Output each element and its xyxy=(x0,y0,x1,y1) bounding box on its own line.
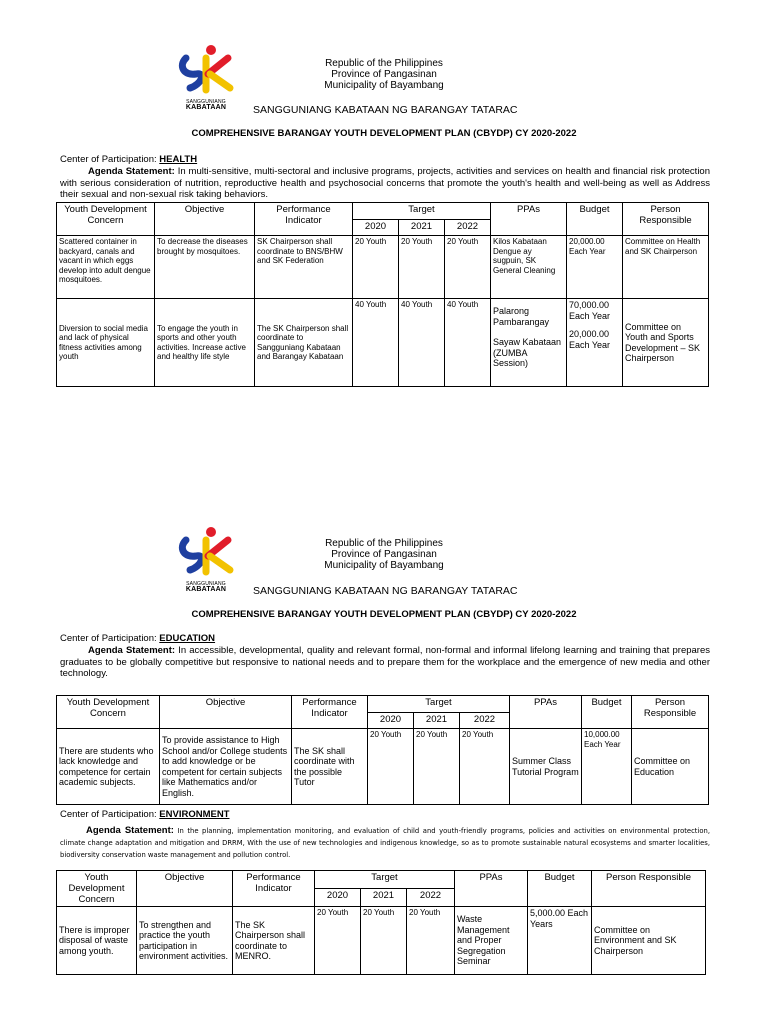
col-year-2020: 2020 xyxy=(368,713,414,729)
col-target: Target xyxy=(353,203,491,220)
republic-line: Republic of the Philippines xyxy=(325,538,443,549)
municipality-line: Municipality of Bayambang xyxy=(324,80,444,91)
cell-objective: To provide assistance to High School and/or College students to add knowledge or be competent for certain subjects like Mathematics and/or English. xyxy=(160,729,292,805)
center-of-participation xyxy=(60,154,197,165)
cell-objective: To strengthen and practice the youth participation in environment activities. xyxy=(137,907,233,975)
cell-2022: 20 Youth xyxy=(407,907,455,975)
cell-budget: 10,000.00 Each Year xyxy=(582,729,632,805)
cell-2022: 20 Youth xyxy=(460,729,510,805)
agenda-statement xyxy=(60,825,710,861)
republic-line: Republic of the Philippines xyxy=(325,58,443,69)
table-row xyxy=(57,907,706,975)
col-year-2022: 2022 xyxy=(445,220,491,236)
ppas-palarong: Palarong Pambarangay xyxy=(493,306,550,327)
col-ppas: PPAs xyxy=(510,696,582,729)
cell-2022: 40 Youth xyxy=(445,299,491,387)
province-line: Province of Pangasinan xyxy=(331,69,437,80)
col-target: Target xyxy=(368,696,510,713)
col-budget: Budget xyxy=(528,871,592,907)
cell-2020: 20 Youth xyxy=(368,729,414,805)
cell-indicator: The SK Chairperson shall coordinate to Sangguniang Kabataan and Barangay Kabataan xyxy=(255,299,353,387)
plan-title: COMPREHENSIVE BARANGAY YOUTH DEVELOPMENT PLAN (CBYDP) CY 2020-2022 xyxy=(191,609,577,620)
col-person: Person Responsible xyxy=(632,696,709,729)
col-indicator: Performance Indicator xyxy=(292,696,368,729)
cell-2021: 20 Youth xyxy=(399,236,445,299)
education-table xyxy=(56,695,709,805)
cop-label: Center of Participation: xyxy=(60,633,160,644)
col-year-2021: 2021 xyxy=(414,713,460,729)
agenda-text-health: In multi-sensitive, multi-sectoral and inclusive programs, projects, activities and services on health and financial risk protection with serious consideration of nutrition, reproductive health and psychosocial concerns that promote the youth's health and well-being as well as Address their sexual and non-sexual risk taking behaviors. xyxy=(60,166,710,200)
logo-caption-2: KABATAAN xyxy=(185,586,227,593)
cop-environment: ENVIRONMENT xyxy=(159,809,230,820)
budget-palarong: 70,000.00 Each Year xyxy=(569,300,611,321)
cell-ppas xyxy=(491,299,567,387)
logo-caption-2: KABATAAN xyxy=(185,104,227,111)
col-indicator: Performance Indicator xyxy=(233,871,315,907)
col-objective: Objective xyxy=(155,203,255,236)
cop-label: Center of Participation: xyxy=(60,809,160,820)
cell-budget: 5,000.00 Each Years xyxy=(528,907,592,975)
cop-education: EDUCATION xyxy=(159,633,216,644)
col-year-2022: 2022 xyxy=(460,713,510,729)
cell-person: Committee on Youth and Sports Development – SK Chairperson xyxy=(623,299,709,387)
cop-health: HEALTH xyxy=(159,154,198,165)
cell-concern: Scattered container in backyard, canals and vacant in which eggs develop into adult dengue mosquitoes. xyxy=(57,236,155,299)
ppas-sayaw: Sayaw Kabataan (ZUMBA Session) xyxy=(493,337,562,368)
government-header xyxy=(284,538,484,571)
col-concern: Youth Development Concern xyxy=(57,203,155,236)
cell-2021: 20 Youth xyxy=(414,729,460,805)
municipality-line: Municipality of Bayambang xyxy=(324,560,444,571)
cell-2020: 20 Youth xyxy=(353,236,399,299)
logo-caption-1: SANGGUNIANG xyxy=(186,99,226,105)
col-person: Person Responsible xyxy=(623,203,709,236)
sk-logo xyxy=(176,44,236,111)
cell-ppas: Summer Class Tutorial Program xyxy=(510,729,582,805)
province-line: Province of Pangasinan xyxy=(331,549,437,560)
agenda-label: Agenda Statement: xyxy=(86,825,174,836)
col-year-2020: 2020 xyxy=(315,889,361,907)
col-indicator: Performance Indicator xyxy=(255,203,353,236)
org-name: SANGGUNIANG KABATAAN NG BARANGAY TATARAC xyxy=(253,585,518,597)
cell-objective: To engage the youth in sports and other youth activities. Increase active and healthy life style xyxy=(155,299,255,387)
agenda-text-environment: In the planning, implementation monitoring, and evaluation of child and youth-friendly programs, policies and activities on environmental protection, climate change adaptation and mitigation and DRRM, With the use of new technologies and indigenous knowledge, so as to promote sustainable natural ecosystems and smarter localities, biodiversity conservation waste management and pollution control. xyxy=(60,827,710,859)
environment-table xyxy=(56,870,706,975)
cell-person: Committee on Health and SK Chairperson xyxy=(623,236,709,299)
budget-sayaw: 20,000.00 Each Year xyxy=(569,329,611,350)
cell-concern: There are students who lack knowledge and competence for certain academic subjects. xyxy=(57,729,160,805)
col-budget: Budget xyxy=(567,203,623,236)
health-table xyxy=(56,202,709,387)
government-header xyxy=(284,58,484,91)
cell-indicator: The SK Chairperson shall coordinate to MENRO. xyxy=(233,907,315,975)
col-year-2022: 2022 xyxy=(407,889,455,907)
cell-indicator: SK Chairperson shall coordinate to BNS/BHW and SK Federation xyxy=(255,236,353,299)
cell-2020: 20 Youth xyxy=(315,907,361,975)
table-row xyxy=(57,299,709,387)
cell-objective: To decrease the diseases brought by mosquitoes. xyxy=(155,236,255,299)
cop-label: Center of Participation: xyxy=(60,154,160,165)
logo-caption-1: SANGGUNIANG xyxy=(186,581,226,587)
col-ppas: PPAs xyxy=(455,871,528,907)
col-year-2020: 2020 xyxy=(353,220,399,236)
agenda-label: Agenda Statement: xyxy=(88,166,175,177)
cell-concern: Diversion to social media and lack of physical fitness activities among youth xyxy=(57,299,155,387)
center-of-participation xyxy=(60,633,215,644)
cell-2021: 40 Youth xyxy=(399,299,445,387)
agenda-label: Agenda Statement: xyxy=(88,645,176,656)
agenda-statement xyxy=(60,166,710,201)
col-ppas: PPAs xyxy=(491,203,567,236)
cell-2020: 40 Youth xyxy=(353,299,399,387)
center-of-participation xyxy=(60,809,229,820)
cell-budget: 20,000.00 Each Year xyxy=(567,236,623,299)
agenda-text-education: In accessible, developmental, quality and relevant formal, non-formal and informal lifelong learning and training that prepares graduates to be globally competitive but responsive to national needs and to prepare them for the workplace and the emergence of new media and other technology. xyxy=(60,645,710,679)
col-year-2021: 2021 xyxy=(399,220,445,236)
col-budget: Budget xyxy=(582,696,632,729)
cell-ppas: Waste Management and Proper Segregation Seminar xyxy=(455,907,528,975)
col-objective: Objective xyxy=(160,696,292,729)
col-objective: Objective xyxy=(137,871,233,907)
cell-budget xyxy=(567,299,623,387)
sk-logo xyxy=(176,526,236,593)
cell-person: Committee on Environment and SK Chairperson xyxy=(592,907,706,975)
org-name: SANGGUNIANG KABATAAN NG BARANGAY TATARAC xyxy=(253,104,518,116)
cell-2021: 20 Youth xyxy=(361,907,407,975)
col-year-2021: 2021 xyxy=(361,889,407,907)
plan-title: COMPREHENSIVE BARANGAY YOUTH DEVELOPMENT PLAN (CBYDP) CY 2020-2022 xyxy=(191,128,577,139)
cell-2022: 20 Youth xyxy=(445,236,491,299)
col-concern: Youth Development Concern xyxy=(57,696,160,729)
table-row xyxy=(57,729,709,805)
col-person: Person Responsible xyxy=(592,871,706,907)
table-row xyxy=(57,236,709,299)
agenda-statement xyxy=(60,645,710,680)
cell-ppas: Kilos Kabataan Dengue ay sugpuin, SK General Cleaning xyxy=(491,236,567,299)
cell-indicator: The SK shall coordinate with the possible Tutor xyxy=(292,729,368,805)
col-concern: Youth Development Concern xyxy=(57,871,137,907)
cell-concern: There is improper disposal of waste among youth. xyxy=(57,907,137,975)
col-target: Target xyxy=(315,871,455,889)
cell-person: Committee on Education xyxy=(632,729,709,805)
